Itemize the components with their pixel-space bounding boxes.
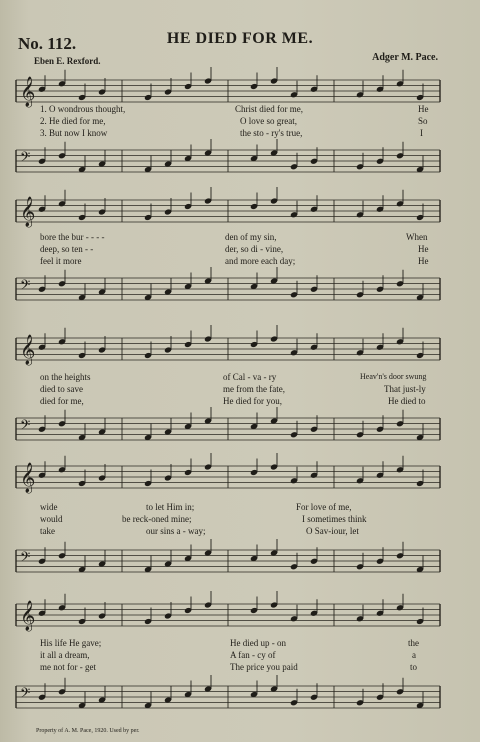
lyric-segment: den of my sin,: [225, 232, 277, 242]
lyric-segment: Heav'n's door swung: [360, 372, 427, 381]
lyric-line: [40, 514, 440, 526]
copyright-footer: Property of A. M. Pace, 1920. Used by per.: [36, 728, 140, 734]
music-system: [16, 194, 440, 306]
treble-staff: [16, 196, 440, 228]
lyric-segment: der, so di - vine,: [225, 244, 284, 254]
lyric-segment: to let Him in;: [146, 502, 195, 512]
treble-staff: [16, 600, 440, 632]
bass-clef-icon: 𝄢: [20, 416, 31, 436]
bass-staff: [16, 146, 440, 178]
bass-clef-icon: 𝄢: [20, 684, 31, 704]
lyric-segment: a: [412, 650, 416, 660]
lyric-segment: take: [40, 526, 55, 536]
bass-clef-icon: 𝄢: [20, 276, 31, 296]
lyric-segment: of Cal - va - ry: [223, 372, 277, 382]
lyric-line: [40, 650, 440, 662]
treble-staff: [16, 462, 440, 494]
lyric-segment: be reck-oned mine;: [122, 514, 192, 524]
staff-drawing: [16, 146, 440, 178]
staff-drawing: [16, 682, 440, 714]
lyric-line: [40, 116, 440, 128]
treble-clef-icon: 𝄞: [20, 334, 36, 365]
lyric-segment: deep, so ten - -: [40, 244, 94, 254]
hymn-title: HE DIED FOR ME.: [166, 30, 314, 47]
lyric-segment: That just-ly: [384, 384, 426, 394]
lyric-segment: died for me,: [40, 396, 84, 406]
bass-staff: [16, 682, 440, 714]
lyric-segment: His life He gave;: [40, 638, 102, 648]
music-system: [16, 462, 440, 584]
lyric-segment: me not for - get: [40, 662, 96, 672]
hymn-number: No. 112.: [18, 34, 77, 53]
lyric-segment: the sto - ry's true,: [240, 128, 303, 138]
lyric-segment: feel it more: [40, 256, 82, 266]
bass-staff: [16, 274, 440, 306]
lyric-segment: I sometimes think: [302, 514, 367, 524]
lyric-segment: O love so great,: [240, 116, 297, 126]
lyric-line: [40, 526, 440, 538]
lyric-line: [40, 372, 440, 384]
lyric-segment: A fan - cy of: [230, 650, 276, 660]
lyric-segment: He died to: [388, 396, 426, 406]
lyric-line: [40, 232, 440, 244]
lyric-segment: died to save: [40, 384, 83, 394]
lyric-segment: bore the bur - - - -: [40, 232, 105, 242]
lyric-segment: For love of me,: [296, 502, 352, 512]
treble-staff: [16, 334, 440, 366]
lyric-line: [40, 502, 440, 514]
lyric-segment: He: [418, 256, 429, 266]
treble-clef-icon: 𝄞: [20, 196, 36, 227]
lyric-segment: to: [410, 662, 418, 672]
treble-clef-icon: 𝄞: [20, 462, 36, 493]
lyric-segment: it all a dream,: [40, 650, 90, 660]
music-system: [16, 334, 440, 446]
bass-clef-icon: 𝄢: [20, 548, 31, 568]
staff-drawing: [16, 462, 440, 494]
staff-drawing: [16, 196, 440, 228]
staff-drawing: [16, 546, 440, 578]
lyric-segment: Christ died for me,: [235, 104, 303, 114]
lyric-segment: 3. But now I know: [40, 128, 108, 138]
lyric-segment: He: [418, 104, 429, 114]
lyricist-credit: Eben E. Rexford.: [34, 56, 101, 66]
lyric-segment: 2. He died for me,: [40, 116, 106, 126]
bass-staff: [16, 414, 440, 446]
bass-staff: [16, 546, 440, 578]
lyric-line: [40, 256, 440, 268]
lyric-segment: He died for you,: [223, 396, 282, 406]
lyric-segment: When: [406, 232, 428, 242]
composer-credit: Adger M. Pace.: [372, 52, 438, 63]
lyric-segment: would: [40, 514, 63, 524]
staff-drawing: [16, 414, 440, 446]
lyric-line: [40, 384, 440, 396]
bass-clef-icon: 𝄢: [20, 148, 31, 168]
lyric-segment: our sins a - way;: [146, 526, 206, 536]
lyric-segment: wide: [40, 502, 58, 512]
lyric-segment: He died up - on: [230, 638, 286, 648]
lyric-segment: and more each day;: [225, 256, 296, 266]
lyric-segment: So: [418, 116, 428, 126]
lyric-segment: on the heights: [40, 372, 91, 382]
lyric-segment: 1. O wondrous thought,: [40, 104, 126, 114]
lyric-line: [40, 638, 440, 650]
music-system: [16, 598, 440, 716]
lyric-line: [40, 104, 440, 116]
lyric-segment: the: [408, 638, 419, 648]
lyric-segment: O Sav-iour, let: [306, 526, 359, 536]
lyric-segment: He: [418, 244, 429, 254]
hymn-header: [0, 30, 480, 70]
staff-drawing: [16, 334, 440, 366]
lyric-line: [40, 244, 440, 256]
lyric-segment: The price you paid: [230, 662, 298, 672]
lyric-segment: I: [420, 128, 423, 138]
staff-drawing: [16, 274, 440, 306]
music-system: [16, 68, 440, 198]
lyric-segment: me from the fate,: [223, 384, 285, 394]
lyric-line: [40, 662, 440, 674]
lyric-line: [40, 128, 440, 140]
lyric-line: [40, 396, 440, 408]
treble-clef-icon: 𝄞: [20, 76, 36, 107]
staff-drawing: [16, 600, 440, 632]
treble-clef-icon: 𝄞: [20, 600, 36, 631]
